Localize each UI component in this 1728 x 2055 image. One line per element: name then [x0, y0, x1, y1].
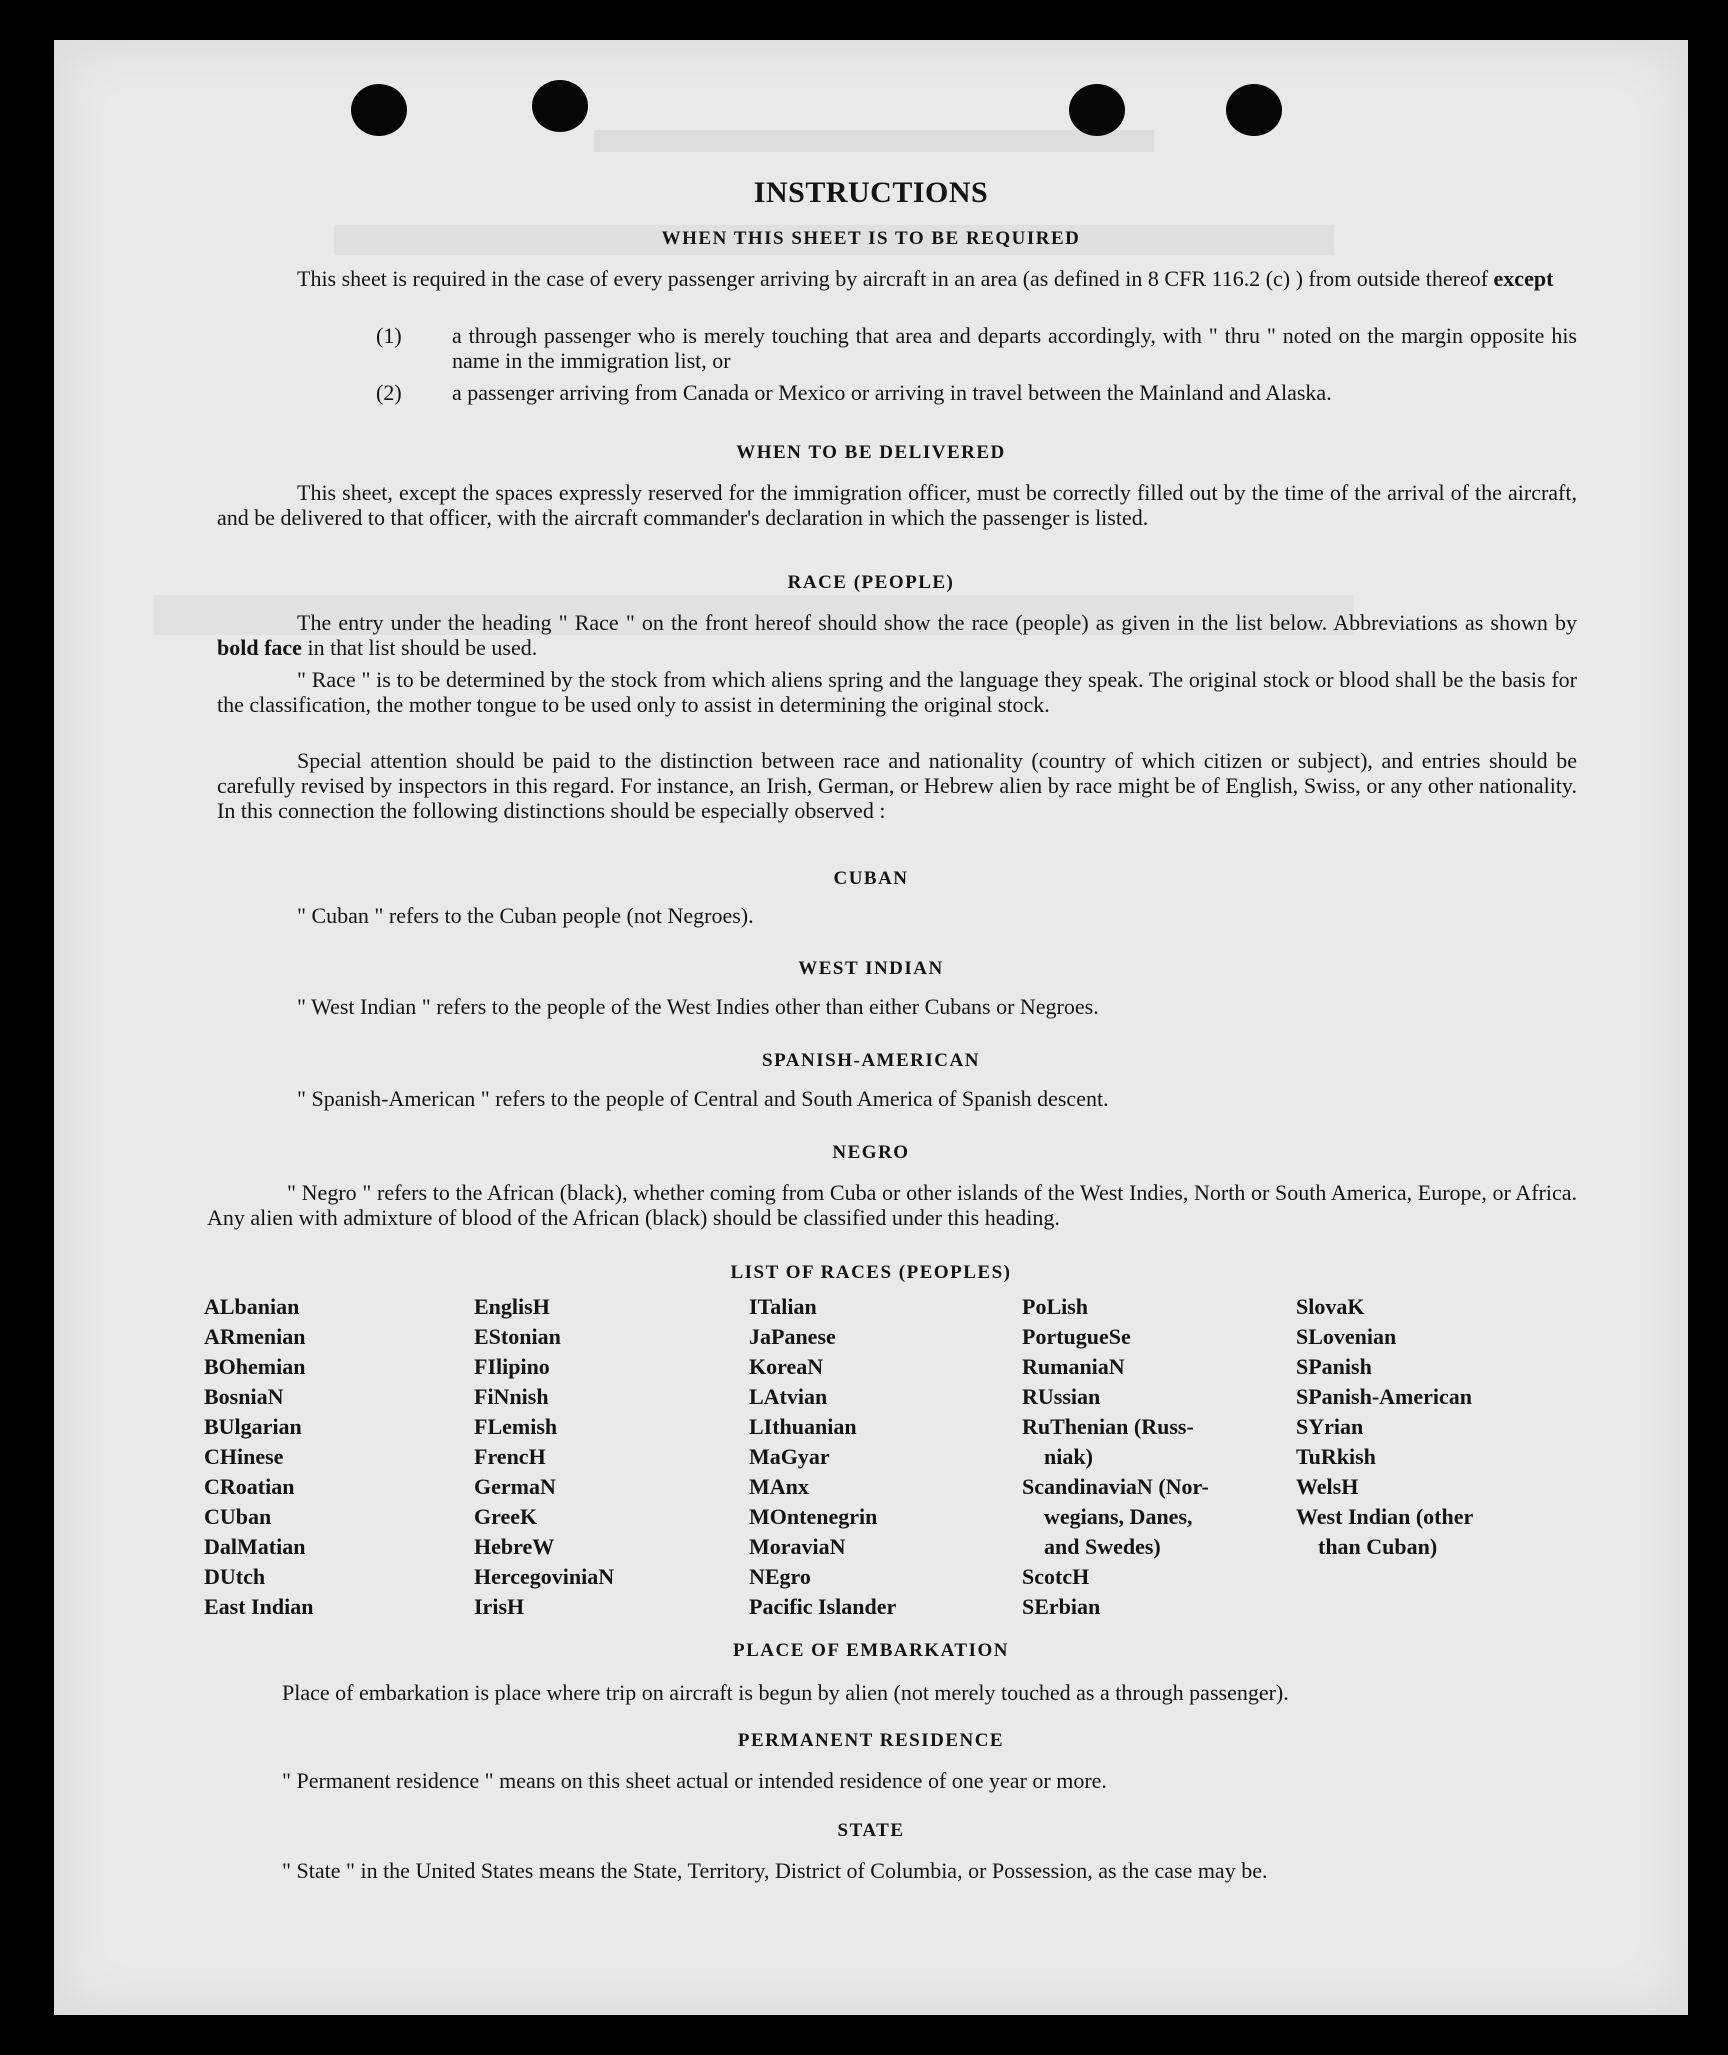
race-entry: ALbanian [204, 1294, 300, 1319]
race-text-2: " Race " is to be determined by the stock from which aliens spring and the language they speak. The original stock or blood shall be the basis for the classification, the mother tongue to be used only to assist in determining the original stock. [217, 667, 1577, 717]
race-entry: CUban [204, 1504, 272, 1529]
cuban-text: " Cuban " refers to the Cuban people (not Negroes). [297, 903, 754, 928]
west-indian-text: " West Indian " refers to the people of the West Indies other than either Cubans or Negroes. [297, 994, 1099, 1019]
spanish-american-text: " Spanish-American " refers to the people of Central and South America of Spanish descent. [297, 1086, 1109, 1111]
races-column-4 [1022, 1292, 1209, 1622]
race-entry: East Indian [204, 1594, 314, 1619]
race-entry: DUtch [204, 1564, 266, 1589]
required-except: except [1493, 266, 1554, 291]
race-bold-face: bold face [217, 635, 302, 660]
race-entry: CHinese [204, 1444, 284, 1469]
section-title-required: WHEN THIS SHEET IS TO BE REQUIRED [661, 228, 1081, 249]
race-entry: BosniaN [204, 1384, 284, 1409]
races-column-1 [204, 1292, 313, 1622]
race-entry: DalMatian [204, 1534, 306, 1559]
race-entry: EnglisH [474, 1294, 550, 1319]
race-entry: West Indian (other [1296, 1504, 1474, 1529]
race-entry: HebreW [474, 1534, 555, 1559]
race-paragraph-1 [217, 610, 1577, 660]
race-entry-continued: wegians, Danes, [1044, 1504, 1193, 1529]
race-entry: SYrian [1296, 1414, 1364, 1439]
race-entry: LAtvian [749, 1384, 828, 1409]
race-entry: MaGyar [749, 1444, 830, 1469]
race-entry: FrencH [474, 1444, 546, 1469]
race-entry: ScotcH [1022, 1564, 1090, 1589]
exception-text: a through passenger who is merely touching that area and departs accordingly, with " thru " noted on the margin opposite his name in the immigration list, or [452, 323, 1577, 373]
race-entry: MoraviaN [749, 1534, 846, 1559]
race-entry: ITalian [749, 1294, 817, 1319]
punch-hole [351, 84, 407, 136]
race-entry: CRoatian [204, 1474, 295, 1499]
exception-number: (1) [376, 323, 402, 348]
race-paragraph-2 [217, 667, 1577, 717]
race-entry: BUlgarian [204, 1414, 302, 1439]
section-title-residence: PERMANENT RESIDENCE [737, 1730, 1005, 1751]
race-entry: PoLish [1022, 1294, 1089, 1319]
races-column-2 [474, 1292, 614, 1622]
race-entry: SErbian [1022, 1594, 1101, 1619]
race-entry: TuRkish [1296, 1444, 1376, 1469]
section-title-cuban: CUBAN [833, 868, 909, 889]
race-entry: Pacific Islander [749, 1594, 897, 1619]
race-entry: FLemish [474, 1414, 558, 1439]
exception-number: (2) [376, 380, 402, 405]
race-entry: SLovenian [1296, 1324, 1397, 1349]
race-entry: LIthuanian [749, 1414, 857, 1439]
punch-hole [532, 80, 588, 132]
race-entry: SPanish [1296, 1354, 1372, 1379]
race-entry: RumaniaN [1022, 1354, 1125, 1379]
spanish-american-paragraph [217, 1086, 1577, 1111]
required-paragraph [217, 266, 1577, 291]
race-entry: MOntenegrin [749, 1504, 878, 1529]
exception-item-1 [376, 323, 1577, 373]
embarkation-paragraph [202, 1680, 1567, 1705]
delivered-text: This sheet, except the spaces expressly reserved for the immigration officer, must be correctly filled out by the time of the arrival of the aircraft, and be delivered to that officer, with the aircraft commander's declaration in which the passenger is listed. [217, 480, 1577, 530]
race-entry: SlovaK [1296, 1294, 1365, 1319]
page-title: INSTRUCTIONS [753, 176, 989, 209]
race-entry: GreeK [474, 1504, 538, 1529]
race-entry-continued: and Swedes) [1044, 1534, 1161, 1559]
race-entry: RUssian [1022, 1384, 1101, 1409]
required-text: This sheet is required in the case of every passenger arriving by aircraft in an area (as defined in 8 CFR 116.2 (c) ) from outside thereof [297, 266, 1494, 291]
race-entry-continued: than Cuban) [1318, 1534, 1438, 1559]
race-text-1a: The entry under the heading " Race " on the front hereof should show the race (people) as given in the list below. Abbreviations as shown by [297, 610, 1577, 635]
exception-item-2 [376, 380, 1577, 430]
section-title-list: LIST OF RACES (PEOPLES) [730, 1262, 1012, 1283]
bleed-through-shadow [594, 130, 1154, 152]
negro-paragraph [207, 1180, 1577, 1230]
embarkation-text: Place of embarkation is place where trip on aircraft is begun by alien (not merely touched as a through passenger). [282, 1680, 1289, 1705]
race-entry: SPanish-American [1296, 1384, 1472, 1409]
section-title-delivered: WHEN TO BE DELIVERED [736, 442, 1006, 463]
punch-hole [1069, 84, 1125, 136]
race-entry: FiNnish [474, 1384, 549, 1409]
race-entry: JaPanese [749, 1324, 836, 1349]
cuban-paragraph [217, 903, 1577, 928]
section-title-negro: NEGRO [832, 1142, 910, 1163]
race-entry: ScandinaviaN (Nor- [1022, 1474, 1209, 1499]
race-entry: HercegoviniaN [474, 1564, 615, 1589]
residence-text: " Permanent residence " means on this sheet actual or intended residence of one year or more. [282, 1768, 1107, 1793]
exception-text: a passenger arriving from Canada or Mexico or arriving in travel between the Mainland and Alaska. [452, 380, 1332, 405]
section-title-race: RACE (PEOPLE) [787, 572, 955, 593]
race-entry-continued: niak) [1044, 1444, 1093, 1469]
residence-paragraph [202, 1768, 1567, 1793]
document-page [54, 40, 1688, 2015]
race-entry: GermaN [474, 1474, 556, 1499]
negro-text: " Negro " refers to the African (black), whether coming from Cuba or other islands of the West Indies, North or South America, Europe, or Africa. Any alien with admixture of blood of the African (black) should be classified under this heading. [207, 1180, 1577, 1230]
races-list [204, 1292, 1604, 1632]
race-entry: KoreaN [749, 1354, 824, 1379]
section-title-spanish-american: SPANISH-AMERICAN [762, 1050, 980, 1071]
state-paragraph [202, 1858, 1567, 1883]
race-entry: RuThenian (Russ- [1022, 1414, 1194, 1439]
race-text-1c: in that list should be used. [301, 635, 538, 660]
race-text-3: Special attention should be paid to the distinction between race and nationality (country of which citizen or subject), and entries should be carefully revised by inspectors in this regard. For instance, an Irish, German, or Hebrew alien by race might be of English, Swiss, or any other nationality. In this connection the following distinctions should be especially observed : [217, 748, 1577, 823]
race-entry: PortugueSe [1022, 1324, 1131, 1349]
race-entry: MAnx [749, 1474, 809, 1499]
section-title-embarkation: PLACE OF EMBARKATION [733, 1640, 1009, 1661]
state-text: " State " in the United States means the State, Territory, District of Columbia, or Possession, as the case may be. [282, 1858, 1268, 1883]
race-entry: BOhemian [204, 1354, 306, 1379]
section-title-state: STATE [837, 1820, 905, 1841]
race-entry: NEgro [749, 1564, 811, 1589]
races-column-3 [749, 1292, 896, 1622]
punch-hole [1226, 84, 1282, 136]
race-entry: WelsH [1296, 1474, 1359, 1499]
race-paragraph-3 [217, 748, 1577, 823]
section-title-west-indian: WEST INDIAN [798, 958, 944, 979]
west-indian-paragraph [217, 994, 1577, 1019]
delivered-paragraph [217, 480, 1577, 530]
race-entry: IrisH [474, 1594, 525, 1619]
races-column-5 [1296, 1292, 1473, 1562]
race-entry: FIlipino [474, 1354, 550, 1379]
race-entry: ARmenian [204, 1324, 306, 1349]
race-entry: EStonian [474, 1324, 561, 1349]
